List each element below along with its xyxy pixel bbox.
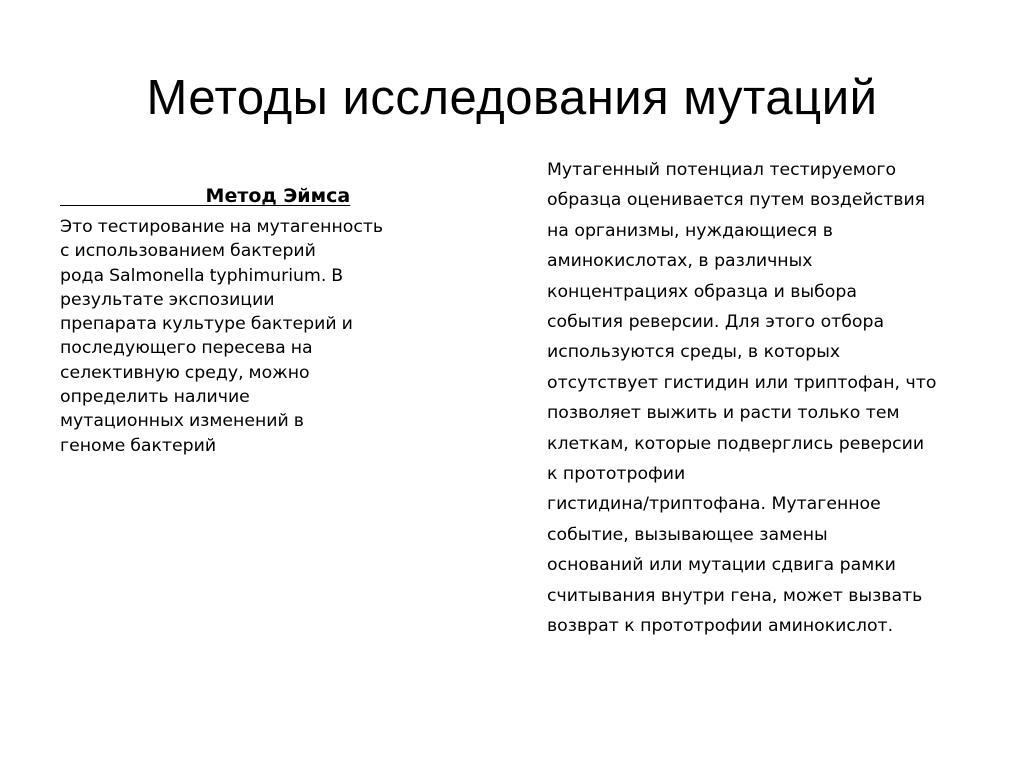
- description-line: с использованием бактерий: [60, 241, 316, 262]
- body-line: возврат к прототрофии аминокислот.: [547, 616, 894, 637]
- description-line: последующего пересева на: [60, 338, 313, 359]
- description-line: мутационных изменений в: [60, 411, 304, 432]
- body-line: используются среды, в которых: [547, 342, 841, 363]
- method-description: [60, 215, 500, 458]
- body-line: на организмы, нуждающиеся в: [547, 220, 833, 241]
- mutagenic-potential-text: [547, 155, 1007, 642]
- right-column: [547, 155, 1007, 642]
- description-line: рода Salmonella typhimurium. В: [60, 265, 344, 286]
- left-column: [60, 182, 460, 458]
- body-line: события реверсии. Для этого отбора: [547, 312, 885, 333]
- slide-title: Методы исследования мутаций: [146, 71, 878, 125]
- body-line: гистидина/триптофана. Мутагенное: [547, 494, 881, 515]
- body-line: Мутагенный потенциал тестируемого: [547, 160, 897, 180]
- description-line: определить наличие: [60, 387, 250, 408]
- method-heading-text: Метод Эймса: [205, 185, 351, 207]
- body-line: к прототрофии: [547, 464, 686, 485]
- description-line: результате экспозиции: [60, 289, 275, 310]
- body-line: клеткам, которые подверглись реверсии: [547, 433, 925, 454]
- body-line: концентрациях образца и выбора: [547, 281, 857, 302]
- description-line: геноме бактерий: [60, 435, 217, 456]
- body-line: позволяет выжить и расти только тем: [547, 403, 900, 424]
- description-line: Это тестирование на мутагенность: [60, 217, 384, 237]
- body-line: событие, вызывающее замены: [547, 524, 828, 545]
- method-heading: [60, 182, 460, 210]
- body-line: оснований или мутации сдвига рамки: [547, 555, 896, 576]
- method-heading-underline-lead: [60, 185, 206, 207]
- body-line: считывания внутри гена, может вызвать: [547, 585, 923, 606]
- body-line: отсутствует гистидин или триптофан, что: [547, 372, 937, 393]
- body-line: аминокислотах, в различных: [547, 251, 813, 272]
- description-line: селективную среду, можно: [60, 362, 310, 383]
- body-line: образца оценивается путем воздействия: [547, 190, 926, 211]
- description-line: препарата культуре бактерий и: [60, 314, 353, 335]
